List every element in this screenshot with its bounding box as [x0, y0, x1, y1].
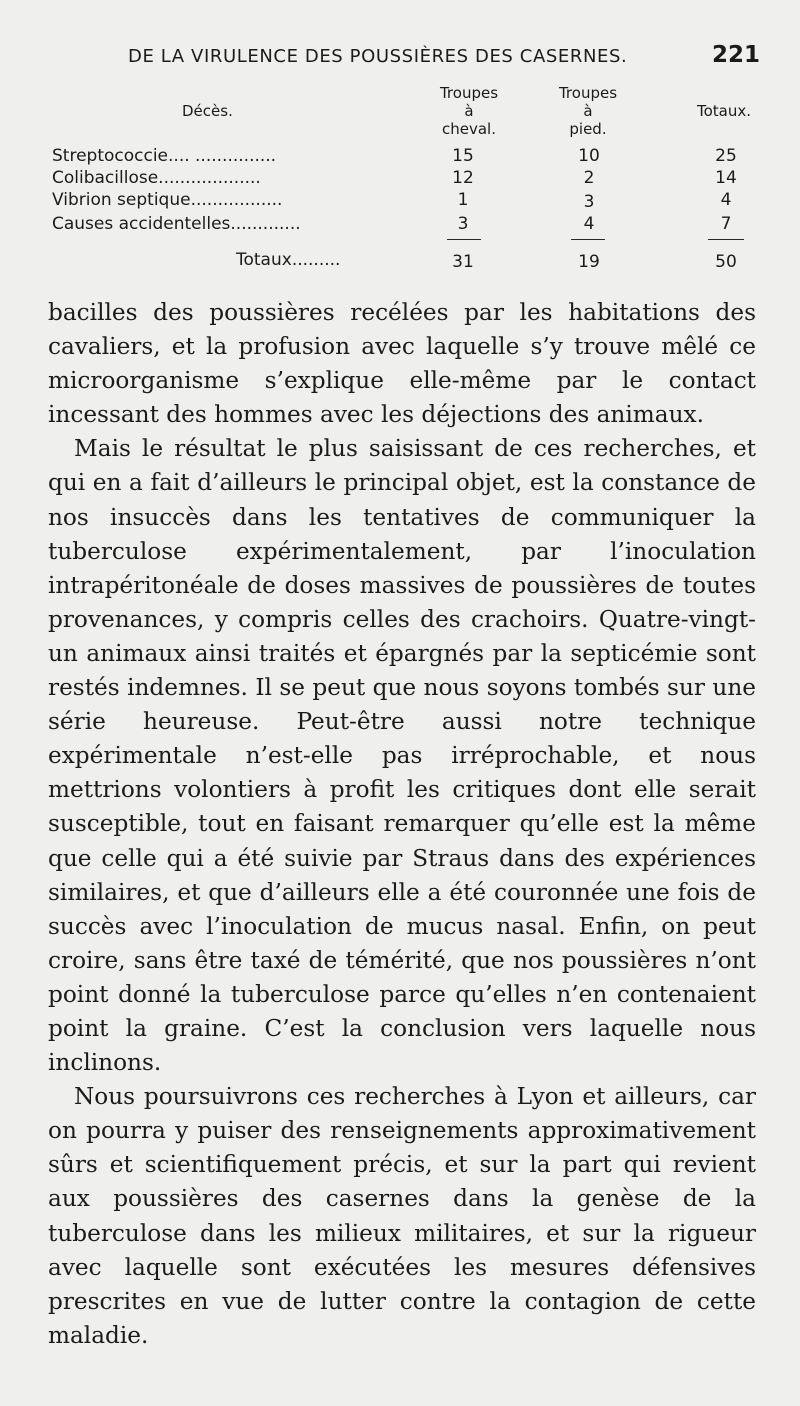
paragraph: bacilles des poussières recélées par les habitations des cavaliers, et la profusion avec laquelle s’y trouve mêlé ce microorganisme s’explique elle-même par le contact incessant des hommes avec les déjections des animaux.	[48, 299, 756, 429]
column-header-pied	[543, 84, 633, 138]
table-row-label: Streptococcie.... ...............	[52, 146, 277, 166]
sum-rule	[447, 239, 481, 240]
column-header-line: Troupes	[439, 84, 499, 102]
table-cell: 12	[452, 168, 474, 188]
table-cell: 3	[457, 214, 469, 234]
table-row-label: Vibrion septique.................	[52, 190, 283, 210]
table-cell: 7	[720, 214, 732, 234]
page-number: 221	[712, 42, 761, 68]
running-head	[0, 42, 800, 78]
body-text	[48, 296, 756, 1353]
table-cell: 15	[452, 146, 474, 166]
table-cell: 4	[720, 190, 732, 210]
table-cell: 14	[715, 168, 737, 188]
deaths-table	[0, 82, 800, 282]
column-header-line: à	[583, 102, 593, 120]
sum-rule	[708, 239, 744, 240]
running-title: DE LA VIRULENCE DES POUSSIÈRES DES CASERNES.	[128, 46, 628, 67]
totals-cell: 31	[452, 252, 474, 272]
column-header-line: à	[464, 102, 474, 120]
column-header-cheval	[424, 84, 514, 138]
table-cell: 2	[583, 168, 595, 188]
table-row-header: Décès.	[182, 102, 233, 120]
column-header-line: cheval.	[442, 120, 496, 138]
totals-label: Totaux.........	[236, 250, 341, 270]
table-row-label: Causes accidentelles.............	[52, 214, 301, 234]
table-cell: 25	[715, 146, 737, 166]
column-header-totaux	[684, 102, 764, 120]
column-header-line: Troupes	[558, 84, 618, 102]
table-cell: 3	[583, 192, 595, 212]
totals-cell: 50	[715, 252, 737, 272]
table-cell: 1	[457, 190, 469, 210]
column-header-line: Totaux.	[696, 102, 752, 120]
column-header-line: pied.	[569, 120, 607, 138]
table-row-label: Colibacillose...................	[52, 168, 261, 188]
sum-rule	[571, 239, 605, 240]
totals-cell: 19	[578, 252, 600, 272]
table-cell: 4	[583, 214, 595, 234]
table-cell: 10	[578, 146, 600, 166]
paragraph: Mais le résultat le plus saisissant de ces recherches, et qui en a fait d’ailleurs le principal objet, est la constance de nos insuccès dans les tentatives de communiquer la tuberculose expérimentalement, par l’inoculation intrapéritonéale de doses massives de poussières de toutes provenances, y compris celles des crachoirs. Quatre-vingt-un animaux ainsi traités et épargnés par la septicémie sont restés indemnes. Il se peut que nous soyons tombés sur une série heureuse. Peut-être aussi notre technique expérimentale n’est-elle pas irréprochable, et nous mettrions volontiers à profit les critiques dont elle serait susceptible, tout en faisant remarquer qu’elle est la même que celle qui a été suivie par Straus dans des expériences similaires, et que d’ailleurs elle a été couronnée une fois de succès avec l’inoculation de mucus nasal. Enfin, on peut croire, sans être taxé de témérité, que nos poussières n’ont point donné la tuberculose parce qu’elles n’en contenaient point la graine. C’est la conclusion vers laquelle nous inclinons.	[48, 435, 756, 1077]
paragraph: Nous poursuivrons ces recherches à Lyon et ailleurs, car on pourra y puiser des renseignements approximativement sûrs et scientifiquement précis, et sur la part qui revient aux poussières des casernes dans la genèse de la tuberculose dans les milieux militaires, et sur la rigueur avec laquelle sont exécutées les mesures défensives prescrites en vue de lutter contre la contagion de cette maladie.	[48, 1083, 756, 1349]
